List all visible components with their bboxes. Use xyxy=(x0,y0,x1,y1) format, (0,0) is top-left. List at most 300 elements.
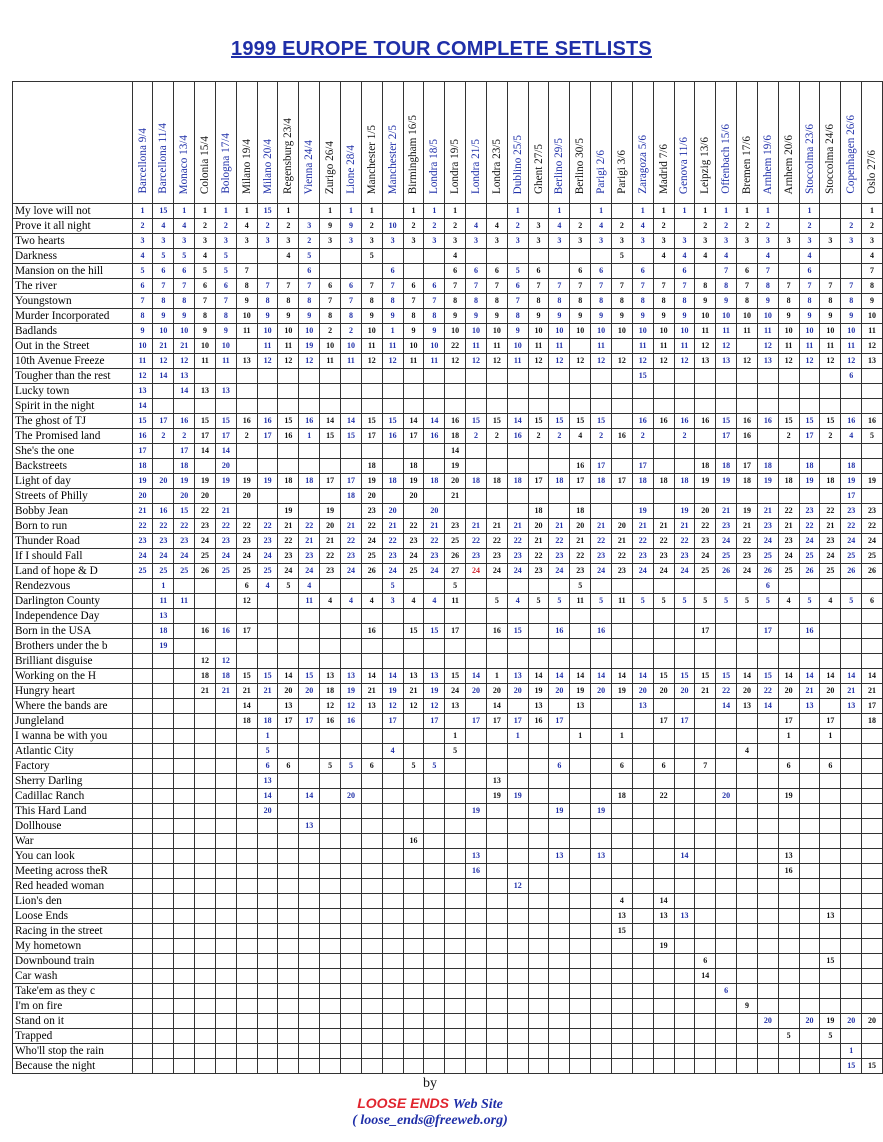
table-row xyxy=(13,459,883,474)
show-header xyxy=(841,82,862,204)
setlist-position-cell xyxy=(278,1044,299,1059)
setlist-position-cell: 4 xyxy=(549,219,570,234)
song-title: Brilliant disguise xyxy=(13,654,133,669)
setlist-position-cell: 24 xyxy=(778,549,799,564)
setlist-position-cell xyxy=(778,1059,799,1074)
setlist-position-cell xyxy=(507,909,528,924)
setlist-position-cell xyxy=(382,459,403,474)
setlist-position-cell xyxy=(528,609,549,624)
setlist-position-cell xyxy=(257,819,278,834)
setlist-position-cell xyxy=(549,729,570,744)
setlist-position-cell xyxy=(799,1044,820,1059)
setlist-position-cell: 11 xyxy=(862,324,883,339)
setlist-position-cell: 3 xyxy=(674,234,695,249)
setlist-position-cell: 12 xyxy=(799,354,820,369)
setlist-position-cell xyxy=(403,879,424,894)
setlist-position-cell: 1 xyxy=(549,204,570,219)
setlist-position-cell xyxy=(528,879,549,894)
setlist-position-cell: 9 xyxy=(737,999,758,1014)
setlist-position-cell: 9 xyxy=(341,219,362,234)
setlist-position-cell xyxy=(486,399,507,414)
setlist-position-cell xyxy=(528,639,549,654)
setlist-position-cell xyxy=(611,969,632,984)
setlist-position-cell xyxy=(507,969,528,984)
setlist-position-cell: 7 xyxy=(382,279,403,294)
setlist-position-cell xyxy=(361,909,382,924)
setlist-position-cell: 8 xyxy=(632,294,653,309)
setlist-position-cell xyxy=(737,804,758,819)
setlist-position-cell xyxy=(320,399,341,414)
setlist-position-cell: 4 xyxy=(132,249,153,264)
setlist-position-cell: 10 xyxy=(611,324,632,339)
setlist-position-cell xyxy=(153,1014,174,1029)
setlist-position-cell xyxy=(591,399,612,414)
setlist-position-cell xyxy=(215,879,236,894)
show-header xyxy=(611,82,632,204)
setlist-position-cell xyxy=(215,864,236,879)
setlist-position-cell: 12 xyxy=(320,699,341,714)
setlist-position-cell xyxy=(591,1044,612,1059)
setlist-position-cell xyxy=(507,804,528,819)
setlist-position-cell xyxy=(799,789,820,804)
setlist-position-cell: 3 xyxy=(528,234,549,249)
setlist-position-cell xyxy=(799,579,820,594)
setlist-position-cell: 16 xyxy=(778,864,799,879)
setlist-position-cell: 23 xyxy=(653,549,674,564)
setlist-position-cell xyxy=(236,759,257,774)
setlist-position-cell xyxy=(674,609,695,624)
setlist-position-cell xyxy=(361,879,382,894)
setlist-position-cell xyxy=(236,1044,257,1059)
setlist-position-cell xyxy=(799,759,820,774)
setlist-position-cell: 26 xyxy=(445,549,466,564)
setlist-position-cell xyxy=(570,924,591,939)
setlist-position-cell xyxy=(236,924,257,939)
show-label: Berlino 29/5 xyxy=(553,137,566,194)
setlist-position-cell xyxy=(799,744,820,759)
setlist-position-cell xyxy=(153,699,174,714)
setlist-position-cell: 8 xyxy=(674,294,695,309)
setlist-position-cell: 3 xyxy=(466,234,487,249)
setlist-position-cell xyxy=(549,864,570,879)
setlist-position-cell xyxy=(320,909,341,924)
setlist-position-cell: 22 xyxy=(361,519,382,534)
setlist-position-cell xyxy=(778,639,799,654)
setlist-position-cell: 15 xyxy=(716,669,737,684)
setlist-position-cell: 2 xyxy=(841,219,862,234)
setlist-position-cell xyxy=(632,744,653,759)
setlist-position-cell: 25 xyxy=(445,534,466,549)
setlist-position-cell: 7 xyxy=(132,294,153,309)
setlist-position-cell: 11 xyxy=(341,354,362,369)
setlist-position-cell: 1 xyxy=(778,729,799,744)
setlist-position-cell xyxy=(757,1044,778,1059)
setlist-position-cell: 19 xyxy=(528,684,549,699)
setlist-position-cell: 18 xyxy=(695,459,716,474)
setlist-position-cell xyxy=(820,264,841,279)
setlist-position-cell: 12 xyxy=(695,339,716,354)
setlist-position-cell xyxy=(653,924,674,939)
setlist-position-cell xyxy=(424,864,445,879)
setlist-position-cell xyxy=(236,864,257,879)
setlist-position-cell xyxy=(695,429,716,444)
setlist-position-cell xyxy=(591,924,612,939)
setlist-position-cell xyxy=(215,804,236,819)
setlist-position-cell: 14 xyxy=(382,669,403,684)
setlist-position-cell xyxy=(653,1059,674,1074)
setlist-position-cell: 4 xyxy=(611,894,632,909)
footer-site-suffix: Web Site xyxy=(452,1097,503,1112)
show-label: Madrid 7/6 xyxy=(657,143,670,194)
setlist-position-cell xyxy=(841,894,862,909)
setlist-position-cell xyxy=(820,459,841,474)
setlist-position-cell xyxy=(549,924,570,939)
setlist-position-cell xyxy=(320,834,341,849)
setlist-position-cell: 23 xyxy=(236,534,257,549)
setlist-position-cell xyxy=(382,909,403,924)
setlist-position-cell xyxy=(591,744,612,759)
setlist-position-cell: 22 xyxy=(320,549,341,564)
setlist-position-cell: 10 xyxy=(549,324,570,339)
setlist-position-cell xyxy=(674,879,695,894)
setlist-table xyxy=(12,81,883,1074)
setlist-position-cell: 5 xyxy=(153,249,174,264)
setlist-position-cell xyxy=(653,1029,674,1044)
setlist-position-cell xyxy=(341,399,362,414)
setlist-position-cell: 1 xyxy=(278,204,299,219)
setlist-position-cell xyxy=(486,894,507,909)
show-header xyxy=(403,82,424,204)
setlist-position-cell xyxy=(278,774,299,789)
setlist-position-cell: 15 xyxy=(653,669,674,684)
setlist-position-cell xyxy=(382,399,403,414)
show-header xyxy=(486,82,507,204)
setlist-position-cell xyxy=(278,264,299,279)
table-row xyxy=(13,669,883,684)
setlist-position-cell xyxy=(174,714,195,729)
setlist-position-cell: 2 xyxy=(528,429,549,444)
setlist-position-cell: 23 xyxy=(278,549,299,564)
setlist-position-cell xyxy=(320,939,341,954)
setlist-position-cell: 18 xyxy=(653,474,674,489)
setlist-position-cell: 15 xyxy=(611,924,632,939)
setlist-position-cell: 15 xyxy=(841,1059,862,1074)
setlist-position-cell xyxy=(132,759,153,774)
setlist-position-cell: 18 xyxy=(591,474,612,489)
setlist-position-cell: 20 xyxy=(778,684,799,699)
setlist-position-cell: 20 xyxy=(632,684,653,699)
setlist-position-cell xyxy=(341,444,362,459)
setlist-position-cell xyxy=(591,384,612,399)
show-header xyxy=(278,82,299,204)
setlist-position-cell: 19 xyxy=(757,474,778,489)
setlist-position-cell xyxy=(341,924,362,939)
setlist-position-cell xyxy=(611,699,632,714)
setlist-position-cell: 11 xyxy=(424,354,445,369)
setlist-position-cell: 7 xyxy=(486,279,507,294)
setlist-position-cell: 8 xyxy=(445,294,466,309)
setlist-position-cell xyxy=(778,369,799,384)
setlist-position-cell: 3 xyxy=(361,234,382,249)
setlist-position-cell xyxy=(341,249,362,264)
setlist-position-cell xyxy=(278,594,299,609)
setlist-position-cell: 3 xyxy=(341,234,362,249)
setlist-position-cell xyxy=(466,894,487,909)
setlist-position-cell xyxy=(674,984,695,999)
setlist-position-cell xyxy=(382,654,403,669)
setlist-position-cell xyxy=(132,594,153,609)
setlist-position-cell xyxy=(841,879,862,894)
setlist-position-cell xyxy=(653,999,674,1014)
setlist-position-cell xyxy=(591,1014,612,1029)
setlist-position-cell xyxy=(841,984,862,999)
setlist-position-cell xyxy=(153,924,174,939)
setlist-position-cell xyxy=(611,834,632,849)
setlist-position-cell: 19 xyxy=(320,504,341,519)
setlist-position-cell xyxy=(236,639,257,654)
setlist-position-cell: 17 xyxy=(278,714,299,729)
setlist-position-cell xyxy=(466,579,487,594)
setlist-position-cell xyxy=(799,924,820,939)
setlist-position-cell: 23 xyxy=(466,549,487,564)
setlist-position-cell: 15 xyxy=(215,414,236,429)
setlist-position-cell xyxy=(737,939,758,954)
table-row xyxy=(13,894,883,909)
setlist-position-cell xyxy=(382,834,403,849)
setlist-position-cell xyxy=(716,744,737,759)
show-label: Stoccolma 24/6 xyxy=(824,124,837,194)
setlist-position-cell xyxy=(695,804,716,819)
setlist-position-cell xyxy=(799,444,820,459)
setlist-position-cell: 17 xyxy=(424,714,445,729)
setlist-position-cell xyxy=(403,744,424,759)
setlist-position-cell: 16 xyxy=(862,414,883,429)
setlist-position-cell xyxy=(591,444,612,459)
setlist-position-cell xyxy=(778,804,799,819)
setlist-position-cell: 7 xyxy=(757,264,778,279)
setlist-position-cell xyxy=(570,849,591,864)
setlist-position-cell: 17 xyxy=(174,444,195,459)
setlist-position-cell xyxy=(320,1029,341,1044)
setlist-position-cell: 3 xyxy=(591,234,612,249)
setlist-position-cell xyxy=(299,939,320,954)
setlist-position-cell xyxy=(236,804,257,819)
setlist-position-cell xyxy=(528,384,549,399)
setlist-position-cell: 6 xyxy=(257,759,278,774)
setlist-position-cell xyxy=(632,804,653,819)
setlist-position-cell: 24 xyxy=(695,549,716,564)
setlist-position-cell xyxy=(632,999,653,1014)
setlist-position-cell xyxy=(653,864,674,879)
setlist-position-cell: 8 xyxy=(611,294,632,309)
setlist-position-cell xyxy=(486,579,507,594)
setlist-position-cell: 16 xyxy=(695,414,716,429)
setlist-position-cell xyxy=(674,954,695,969)
setlist-position-cell: 8 xyxy=(424,309,445,324)
setlist-position-cell: 12 xyxy=(174,354,195,369)
setlist-position-cell: 10 xyxy=(195,339,216,354)
setlist-position-cell xyxy=(528,249,549,264)
setlist-position-cell: 18 xyxy=(320,684,341,699)
setlist-position-cell xyxy=(466,654,487,669)
table-row xyxy=(13,264,883,279)
setlist-position-cell: 6 xyxy=(653,759,674,774)
setlist-position-cell: 21 xyxy=(403,684,424,699)
setlist-position-cell xyxy=(174,939,195,954)
setlist-position-cell xyxy=(549,744,570,759)
setlist-position-cell: 1 xyxy=(361,204,382,219)
setlist-position-cell xyxy=(174,864,195,879)
setlist-position-cell: 13 xyxy=(653,909,674,924)
setlist-position-cell xyxy=(632,639,653,654)
show-header xyxy=(445,82,466,204)
setlist-position-cell: 2 xyxy=(174,429,195,444)
setlist-position-cell: 27 xyxy=(445,564,466,579)
setlist-position-cell: 10 xyxy=(841,324,862,339)
setlist-position-cell xyxy=(653,429,674,444)
setlist-position-cell xyxy=(466,624,487,639)
song-title: The Promised land xyxy=(13,429,133,444)
setlist-position-cell: 10 xyxy=(528,324,549,339)
setlist-position-cell: 9 xyxy=(757,294,778,309)
setlist-position-cell xyxy=(361,1059,382,1074)
setlist-position-cell: 13 xyxy=(424,669,445,684)
setlist-position-cell xyxy=(591,954,612,969)
setlist-position-cell: 26 xyxy=(862,564,883,579)
setlist-position-cell xyxy=(611,939,632,954)
setlist-position-cell xyxy=(862,399,883,414)
setlist-position-cell xyxy=(195,849,216,864)
show-header xyxy=(528,82,549,204)
setlist-position-cell: 10 xyxy=(278,324,299,339)
setlist-position-cell xyxy=(778,1014,799,1029)
setlist-position-cell: 8 xyxy=(236,279,257,294)
setlist-position-cell: 20 xyxy=(486,684,507,699)
song-title: Who'll stop the rain xyxy=(13,1044,133,1059)
setlist-position-cell xyxy=(299,384,320,399)
setlist-position-cell: 15 xyxy=(153,204,174,219)
setlist-position-cell: 7 xyxy=(257,279,278,294)
setlist-position-cell xyxy=(653,654,674,669)
setlist-position-cell: 16 xyxy=(466,864,487,879)
setlist-position-cell: 22 xyxy=(424,534,445,549)
setlist-position-cell xyxy=(153,444,174,459)
setlist-position-cell xyxy=(195,819,216,834)
setlist-position-cell xyxy=(236,729,257,744)
show-label: Zurigo 26/4 xyxy=(324,140,337,194)
setlist-position-cell xyxy=(299,444,320,459)
setlist-position-cell: 25 xyxy=(132,564,153,579)
setlist-position-cell: 18 xyxy=(257,714,278,729)
setlist-position-cell xyxy=(653,444,674,459)
setlist-position-cell: 1 xyxy=(403,204,424,219)
table-row xyxy=(13,1029,883,1044)
setlist-position-cell: 22 xyxy=(278,534,299,549)
setlist-position-cell xyxy=(757,894,778,909)
setlist-position-cell xyxy=(403,249,424,264)
setlist-position-cell: 21 xyxy=(382,519,403,534)
setlist-position-cell xyxy=(528,894,549,909)
setlist-position-cell xyxy=(486,849,507,864)
setlist-position-cell: 6 xyxy=(778,759,799,774)
setlist-position-cell: 3 xyxy=(486,234,507,249)
setlist-position-cell xyxy=(674,369,695,384)
setlist-position-cell: 5 xyxy=(570,579,591,594)
setlist-position-cell: 10 xyxy=(299,324,320,339)
setlist-position-cell xyxy=(757,1029,778,1044)
setlist-position-cell xyxy=(570,834,591,849)
setlist-position-cell: 19 xyxy=(570,684,591,699)
setlist-position-cell xyxy=(841,1029,862,1044)
setlist-position-cell xyxy=(695,384,716,399)
setlist-position-cell xyxy=(361,984,382,999)
setlist-position-cell xyxy=(403,999,424,1014)
setlist-position-cell: 19 xyxy=(611,684,632,699)
setlist-position-cell xyxy=(132,699,153,714)
setlist-position-cell: 5 xyxy=(528,594,549,609)
setlist-position-cell xyxy=(424,804,445,819)
setlist-position-cell xyxy=(278,624,299,639)
setlist-position-cell xyxy=(466,1014,487,1029)
setlist-position-cell: 24 xyxy=(299,564,320,579)
setlist-position-cell xyxy=(549,1029,570,1044)
setlist-position-cell: 10 xyxy=(862,309,883,324)
setlist-position-cell: 3 xyxy=(424,234,445,249)
setlist-position-cell: 10 xyxy=(674,324,695,339)
setlist-position-cell: 9 xyxy=(841,309,862,324)
setlist-position-cell: 18 xyxy=(778,474,799,489)
setlist-position-cell xyxy=(195,954,216,969)
table-row xyxy=(13,324,883,339)
setlist-position-cell xyxy=(361,729,382,744)
setlist-position-cell: 6 xyxy=(862,594,883,609)
setlist-position-cell xyxy=(799,774,820,789)
setlist-position-cell xyxy=(486,744,507,759)
setlist-position-cell xyxy=(716,369,737,384)
setlist-position-cell xyxy=(236,939,257,954)
setlist-position-cell: 16 xyxy=(591,624,612,639)
setlist-position-cell: 9 xyxy=(445,309,466,324)
setlist-position-cell xyxy=(737,954,758,969)
setlist-position-cell: 23 xyxy=(695,534,716,549)
setlist-position-cell xyxy=(445,819,466,834)
setlist-position-cell xyxy=(591,369,612,384)
setlist-position-cell xyxy=(174,654,195,669)
setlist-position-cell xyxy=(424,909,445,924)
setlist-position-cell xyxy=(862,444,883,459)
show-header xyxy=(695,82,716,204)
setlist-position-cell xyxy=(653,834,674,849)
setlist-position-cell xyxy=(341,804,362,819)
setlist-position-cell: 4 xyxy=(674,249,695,264)
setlist-position-cell xyxy=(570,654,591,669)
setlist-position-cell: 25 xyxy=(153,564,174,579)
setlist-position-cell xyxy=(570,789,591,804)
setlist-position-cell xyxy=(486,1029,507,1044)
setlist-position-cell: 13 xyxy=(320,669,341,684)
setlist-position-cell: 4 xyxy=(862,249,883,264)
setlist-position-cell: 18 xyxy=(486,474,507,489)
setlist-position-cell: 25 xyxy=(841,549,862,564)
setlist-position-cell xyxy=(737,444,758,459)
setlist-position-cell xyxy=(632,1014,653,1029)
setlist-position-cell: 22 xyxy=(862,519,883,534)
setlist-position-cell xyxy=(320,249,341,264)
setlist-position-cell xyxy=(757,879,778,894)
setlist-position-cell xyxy=(424,369,445,384)
setlist-position-cell: 15 xyxy=(174,504,195,519)
setlist-position-cell: 2 xyxy=(320,324,341,339)
